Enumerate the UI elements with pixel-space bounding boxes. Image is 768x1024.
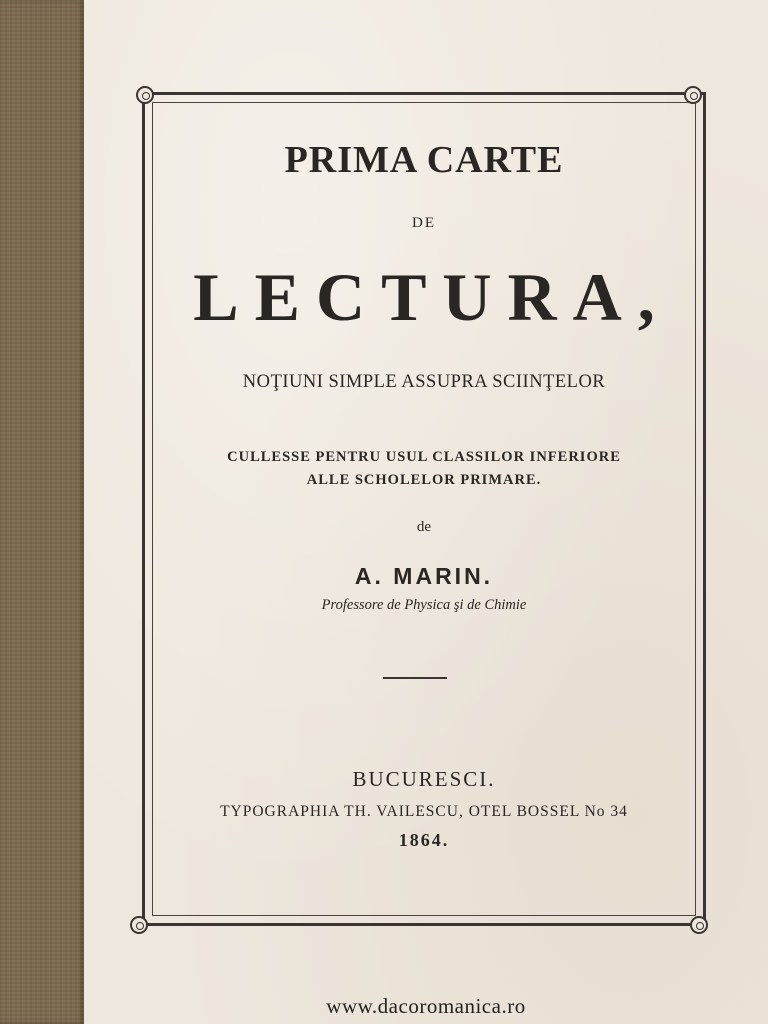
separator-rule — [383, 677, 447, 679]
title-main-lectura: LECTURA, — [193, 259, 671, 335]
book-spine — [0, 0, 84, 1024]
subtitle-culesse: CULLESSE PENTRU USUL CLASSILOR INFERIORE — [227, 449, 621, 465]
imprint-city: BUCURESCI. — [352, 767, 496, 791]
author-name: A. MARIN. — [354, 563, 494, 589]
corner-ornament-top-right — [684, 86, 702, 104]
title-line-de: DE — [412, 215, 436, 231]
title-line-prima-carte: PRIMA CARTE — [284, 139, 564, 181]
author-profession: Professore de Physica şi de Chimie — [321, 597, 527, 613]
corner-ornament-bottom-right — [690, 916, 708, 934]
imprint-printer: TYPOGRAPHIA TH. VAILESCU, OTEL BOSSEL No 34 — [220, 803, 628, 820]
corner-ornament-bottom-left — [130, 916, 148, 934]
byline-de: de — [416, 519, 432, 535]
corner-ornament-top-left — [136, 86, 154, 104]
source-url: www.dacoromanica.ro — [326, 994, 526, 1018]
subtitle-notiuni: NOŢIUNI SIMPLE ASSUPRA SCIINŢELOR — [242, 372, 606, 392]
subtitle-alle-scholelor: ALLE SCHOLELOR PRIMARE. — [306, 472, 542, 488]
imprint-year: 1864. — [398, 830, 450, 850]
